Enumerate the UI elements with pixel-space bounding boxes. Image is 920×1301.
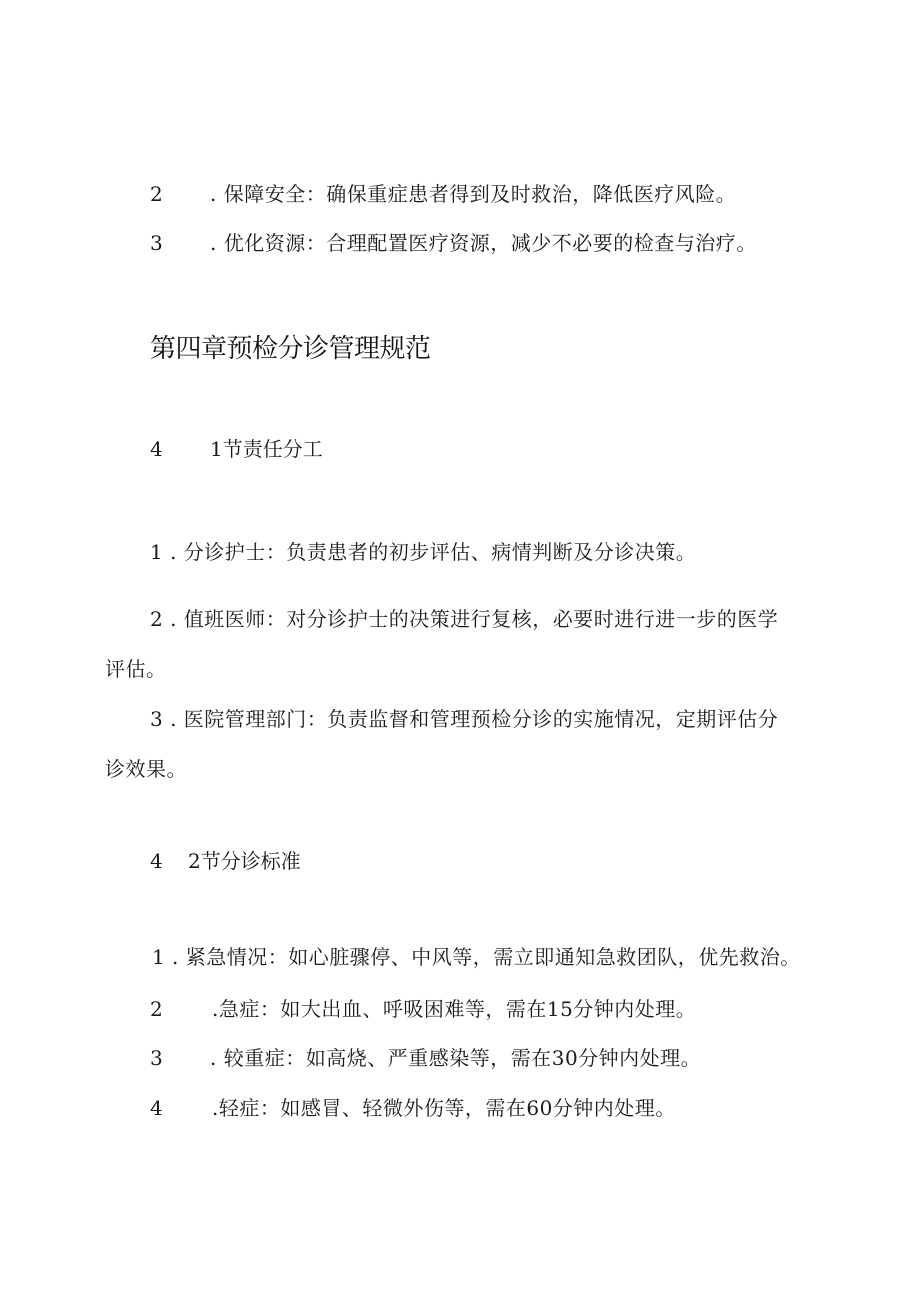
triage-item-text: . 紧急情况：如心脏骤停、中风等，需立即通知急救团队，优先救治。 (172, 945, 801, 969)
duty-item-text-continued: 评估。 (105, 657, 167, 681)
duty-item-text: 2 . 值班医师：对分诊护士的决策进行复核，必要时进行进一步的医学 (150, 607, 779, 631)
triage-item-number: 1 (152, 945, 165, 969)
section-number: 4 (150, 849, 163, 873)
chapter-title: 第四章预检分诊管理规范 (150, 334, 431, 364)
triage-item-number: 2 (150, 997, 163, 1021)
intro-item-text: . 优化资源：合理配置医疗资源，减少不必要的检查与治疗。 (210, 231, 757, 255)
duty-item-text: 3 . 医院管理部门：负责监督和管理预检分诊的实施情况，定期评估分 (150, 707, 779, 731)
intro-item-text: . 保障安全：确保重症患者得到及时救治，降低医疗风险。 (210, 182, 737, 206)
triage-item-text: .急症：如大出血、呼吸困难等，需在15分钟内处理。 (212, 997, 697, 1021)
section-title: 2节分诊标准 (188, 849, 301, 873)
triage-item-text: .轻症：如感冒、轻微外伤等，需在60分钟内处理。 (212, 1096, 676, 1120)
triage-item-number: 3 (150, 1046, 163, 1070)
triage-item-text: . 较重症：如高烧、严重感染等，需在30分钟内处理。 (210, 1046, 702, 1070)
triage-item-number: 4 (150, 1096, 163, 1120)
section-number: 4 (150, 437, 163, 461)
intro-item-number: 3 (150, 231, 163, 255)
intro-item-number: 2 (150, 182, 163, 206)
duty-item-text-continued: 诊效果。 (105, 757, 187, 781)
duty-item-text: 1 . 分诊护士：负责患者的初步评估、病情判断及分诊决策。 (150, 540, 697, 564)
section-title: 1节责任分工 (210, 437, 323, 461)
